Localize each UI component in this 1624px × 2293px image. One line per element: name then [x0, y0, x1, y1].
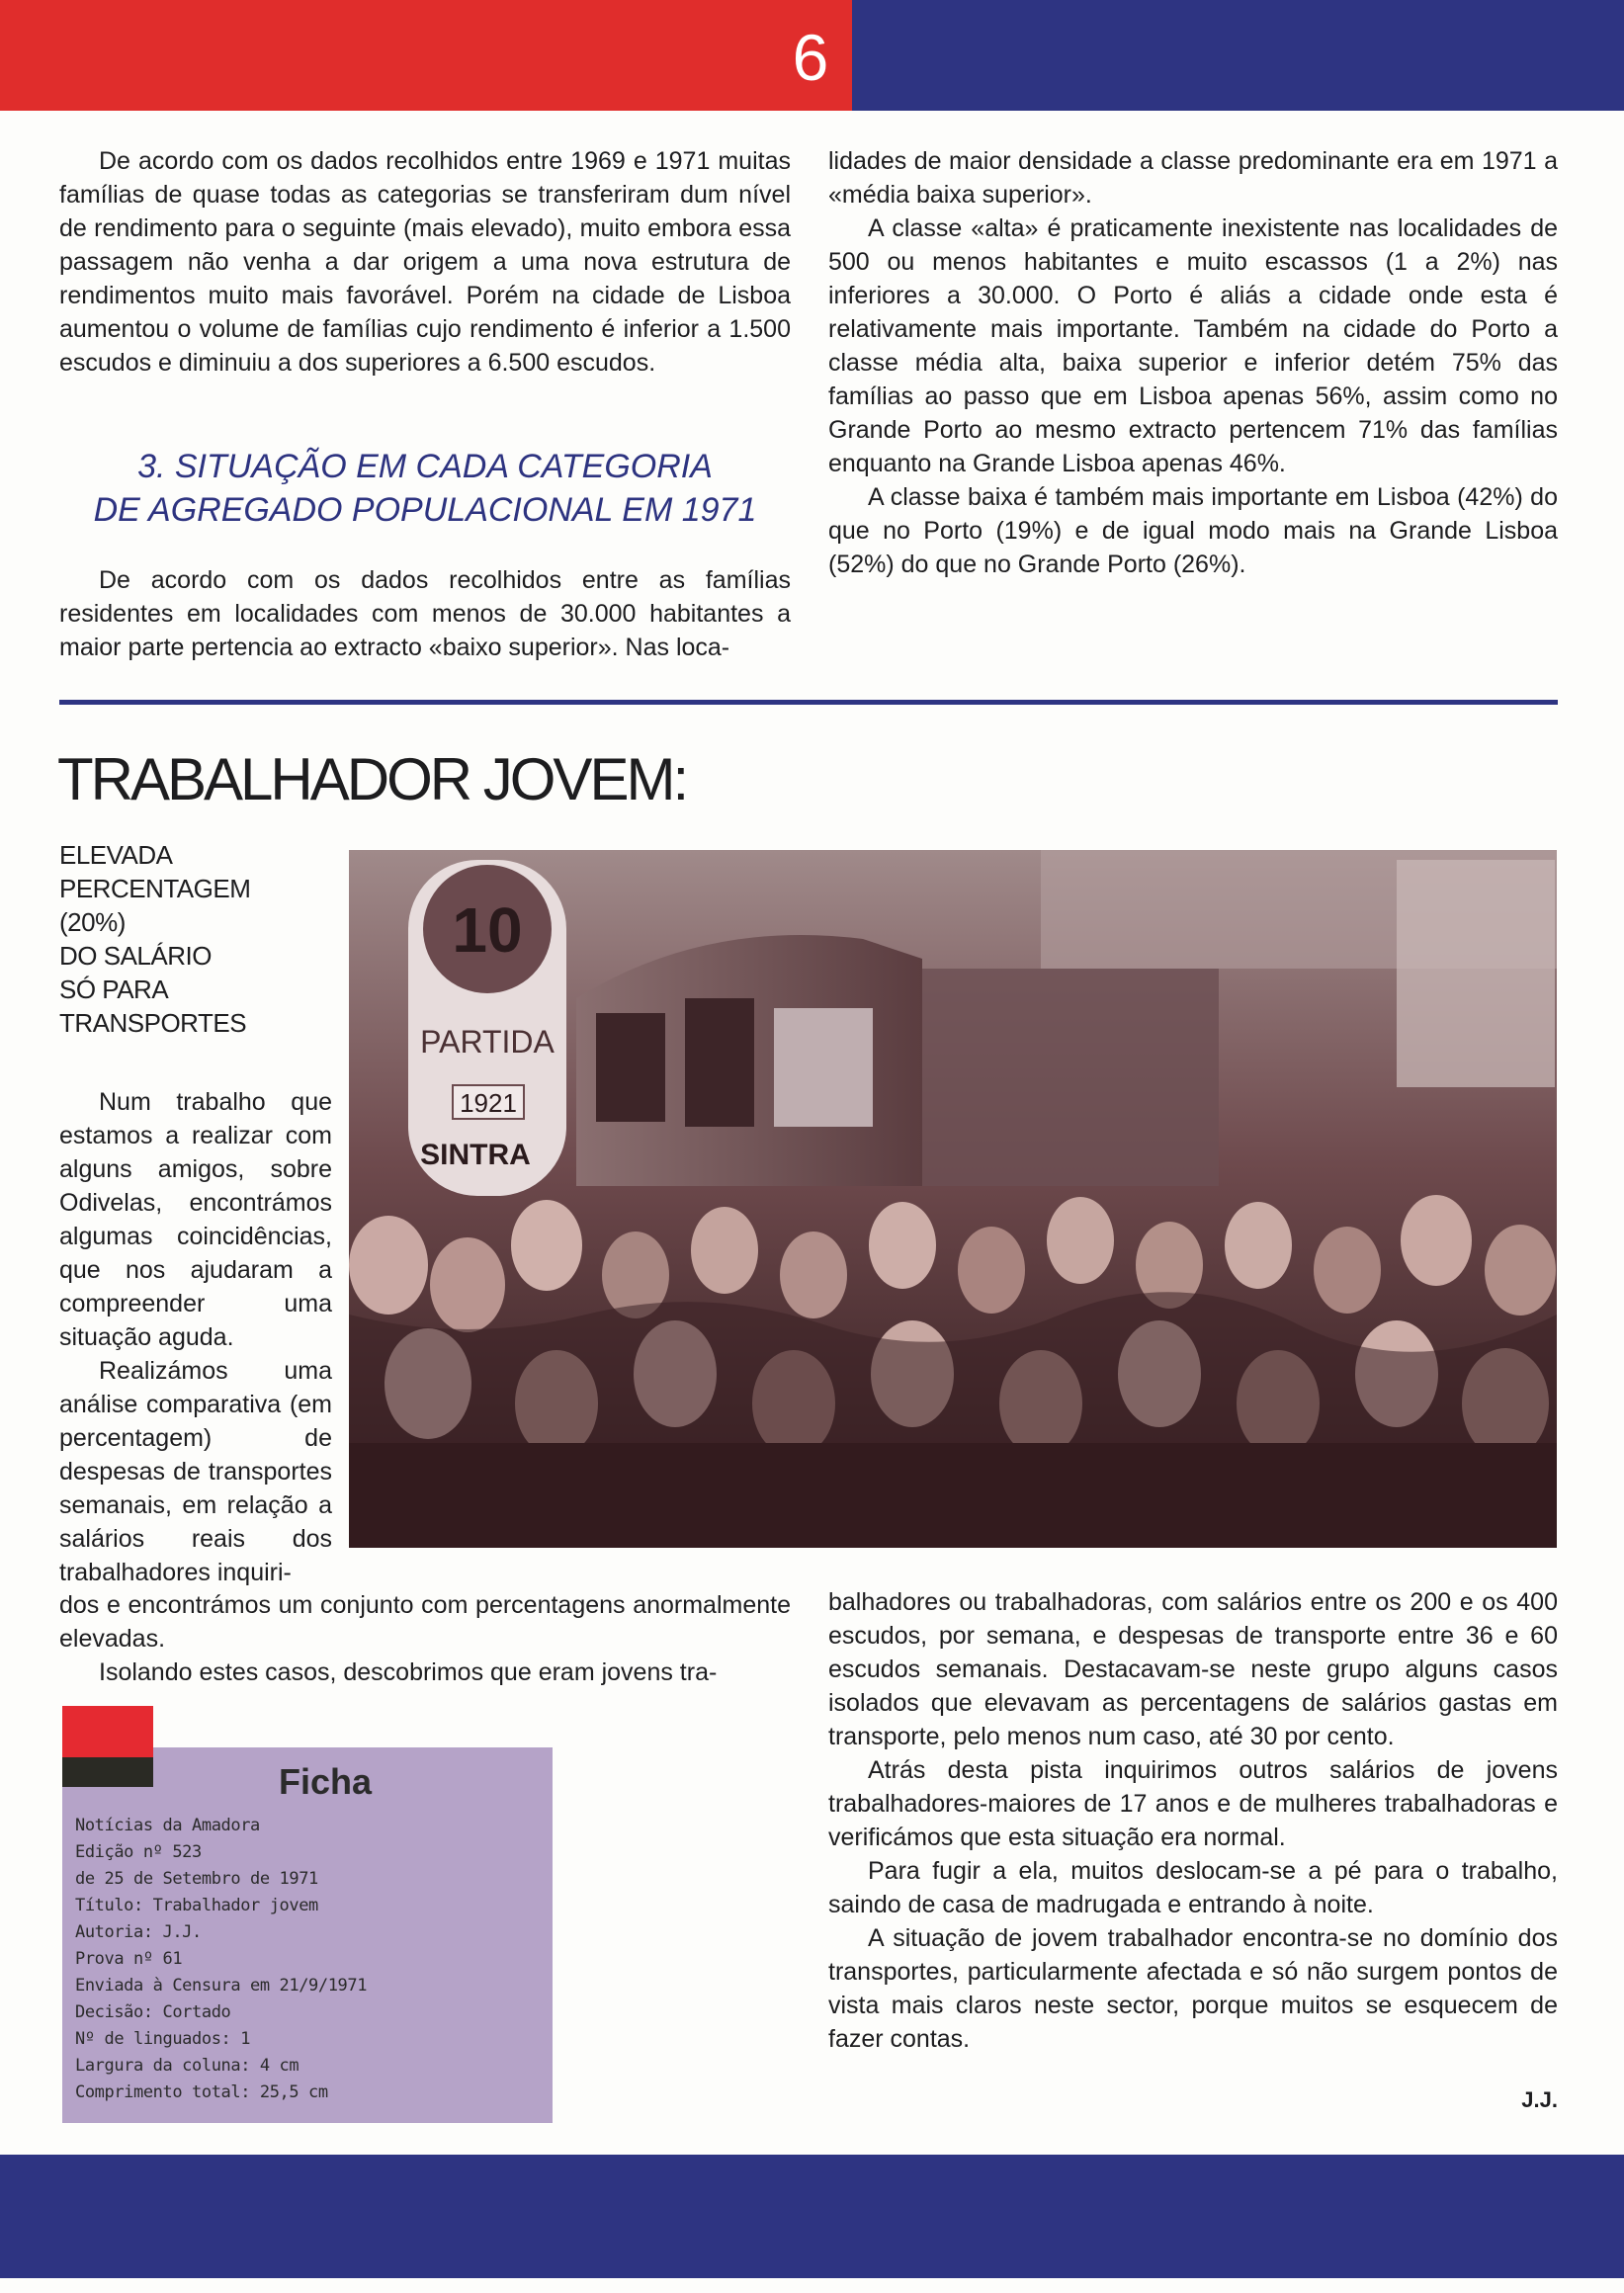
footer-navy-band [0, 2155, 1624, 2278]
article-right-column [828, 1585, 1558, 2056]
intro-paragraph: De acordo com os dados recolhidos entre 1969 e 1971 muitas famílias de quase todas as categorias se transferiram dum nível de rendimento para o seguinte (mais elevado), muito embora essa passagem não venha a dar origem a uma nova estrutura de rendimentos muito mais favorável. Porém na cidade de Lisboa aumentou o volume de famílias cujo rendimento é inferior a 1.500 escudos e diminuiu a dos superiores a 6.500 escudos. [59, 147, 791, 377]
section-heading [59, 445, 791, 532]
station-crowd-photo [349, 850, 1557, 1548]
page-number: 6 [792, 21, 829, 94]
article-paragraph: A situação de jovem trabalhador encontra-se no domínio dos transportes, particularmente afectada e só não surgem pontos de vista mais claros neste sector, porque muitos se esquecem de fazer contas. [828, 1924, 1558, 2053]
article-paragraph: balhadores ou trabalhadoras, com salários entre os 200 e os 400 escudos, por semana, e despesas de transporte entre 36 e 60 escudos semanais. Destacavam-se neste grupo alguns casos isolados que elevavam as percentagens de salários gastas em transporte, pelo menos num caso, até 30 por cento. [828, 1588, 1558, 1750]
ficha-line: Largura da coluna: 4 cm [75, 2056, 299, 2076]
article-paragraph: Num trabalho que estamos a realizar com alguns amigos, sobre Odivelas, encontrámos algumas coincidências, que nos ajudaram a compreender uma situação aguda. [59, 1088, 332, 1351]
intro-right-paragraph: lidades de maior densidade a classe predominante era em 1971 a «média baixa superior». [828, 147, 1558, 209]
section-paragraph: De acordo com os dados recolhidos entre as famílias residentes em localidades com menos de 30.000 habitantes a maior parte pertencia ao extracto «baixo superior». Nas loca- [59, 566, 791, 661]
ficha-line: Título: Trabalhador jovem [75, 1896, 318, 1915]
ficha-red-tab [62, 1706, 153, 1757]
ficha-dark-tab [62, 1757, 153, 1787]
article-left-continuation [59, 1588, 791, 1689]
subtitle-line: DO SALÁRIO [59, 941, 212, 971]
ficha-line: Notícias da Amadora [75, 1816, 260, 1835]
ficha-line: Decisão: Cortado [75, 2002, 231, 2022]
wall-poster [1397, 860, 1555, 1087]
article-paragraph: dos e encontrámos um conjunto com percentagens anormalmente elevadas. [59, 1591, 791, 1653]
section-left-column [59, 563, 791, 664]
sign-destination: SINTRA [420, 1139, 531, 1171]
subtitle-line: (20%) [59, 907, 126, 937]
ficha-line: Edição nº 523 [75, 1842, 202, 1862]
intro-left-column [59, 144, 791, 380]
article-paragraph: Isolando estes casos, descobrimos que eram jovens tra- [99, 1658, 718, 1686]
intro-right-paragraph: A classe «alta» é praticamente inexistente nas localidades de 500 ou menos habitantes e muito escassos (1 a 2%) nas inferiores a 30.000. O Porto é aliás a cidade onde esta é relativamente mais importante. Também na cidade do Porto a classe média alta, baixa superior e inferior detém 75% das famílias ao passo que em Lisboa apenas 56%, assim como no Grande Porto ao mesmo extracto pertencem 71% das famílias enquanto na Grande Lisboa apenas 46%. [828, 214, 1558, 477]
subtitle-line: PERCENTAGEM [59, 874, 251, 903]
article-paragraph: Realizámos uma análise comparativa (em percentagem) de despesas de transportes semanais, em relação a salários reais dos trabalhadores inquiri- [59, 1357, 332, 1586]
ficha-line: Nº de linguados: 1 [75, 2029, 251, 2049]
sign-departure: PARTIDA [420, 1024, 555, 1060]
section-heading-line: DE AGREGADO POPULACIONAL EM 1971 [93, 491, 757, 529]
intro-right-paragraph: A classe baixa é também mais importante em Lisboa (42%) do que no Porto (19%) e de igual modo mais na Grande Lisboa (52%) do que no Grande Porto (26%). [828, 483, 1558, 578]
ficha-line: Comprimento total: 25,5 cm [75, 2082, 328, 2102]
ficha-line: Prova nº 61 [75, 1949, 183, 1969]
article-narrow-column [59, 1085, 332, 1589]
section-divider [59, 700, 1558, 705]
article-paragraph: Atrás desta pista inquirimos outros salários de jovens trabalhadores-maiores de 17 anos e de mulheres trabalhadoras e verificámos que esta situação era normal. [828, 1756, 1558, 1851]
subtitle-line: TRANSPORTES [59, 1008, 247, 1038]
ficha-title: Ficha [279, 1761, 373, 1802]
sign-train-number: 10 [452, 894, 523, 966]
intro-right-column [828, 144, 1558, 581]
photo-illustration [349, 850, 1557, 1548]
article-title: TRABALHADOR JOVEM: [57, 746, 687, 812]
header-red-band [0, 0, 852, 111]
header-navy-band [852, 0, 1624, 111]
ficha-line: de 25 de Setembro de 1971 [75, 1869, 318, 1889]
article-subtitle [59, 838, 346, 1040]
section-heading-line: 3. SITUAÇÃO EM CADA CATEGORIA [137, 448, 713, 485]
sign-time: 1921 [460, 1088, 517, 1118]
article-paragraph: Para fugir a ela, muitos deslocam-se a pé para o trabalho, saindo de casa de madrugada e entrando à noite. [828, 1857, 1558, 1918]
author-signature: J.J. [1521, 2087, 1558, 2112]
ficha-line: Enviada à Censura em 21/9/1971 [75, 1976, 368, 1996]
subtitle-line: ELEVADA [59, 840, 173, 870]
subtitle-line: SÓ PARA [59, 975, 169, 1004]
ficha-details [75, 1813, 540, 2106]
ficha-line: Autoria: J.J. [75, 1922, 202, 1942]
